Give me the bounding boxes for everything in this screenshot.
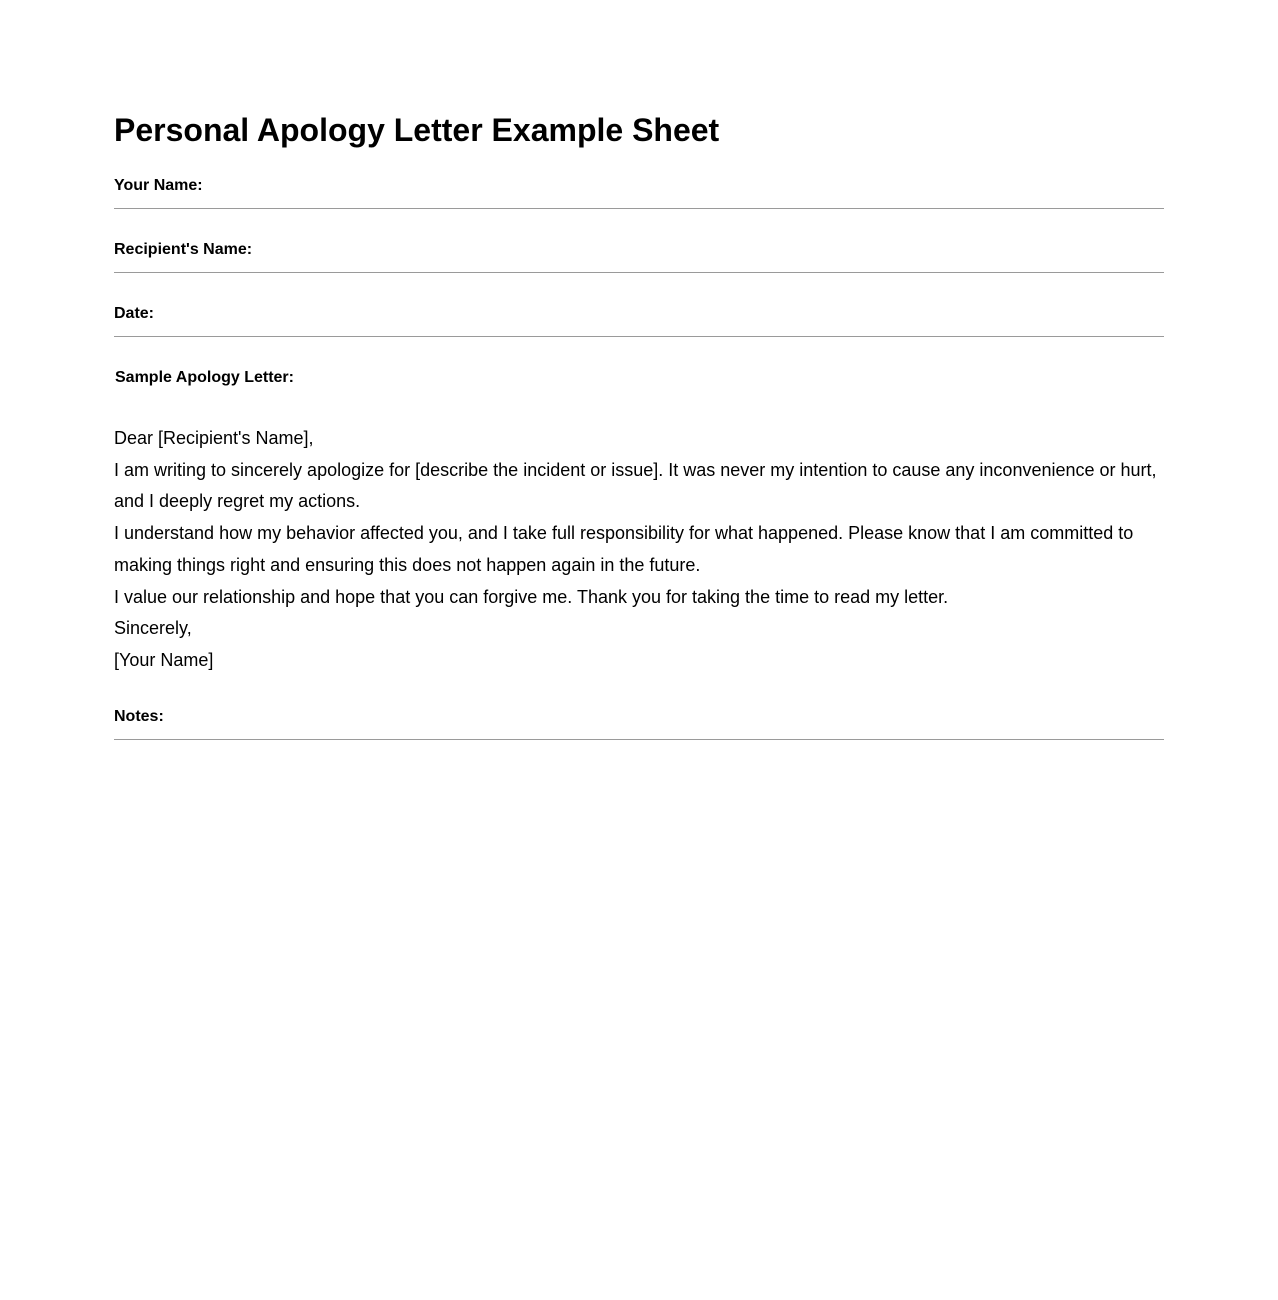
letter-paragraph-3: I value our relationship and hope that you can forgive me. Thank you for taking the time to read my letter. <box>114 586 949 607</box>
sample-letter-label: Sample Apology Letter: <box>115 369 294 386</box>
recipient-name-field[interactable] <box>114 240 1164 273</box>
letter-signature: [Your Name] <box>114 649 214 670</box>
notes-label: Notes: <box>114 708 164 725</box>
page-title: Personal Apology Letter Example Sheet <box>114 112 720 148</box>
letter-paragraph-1: I am writing to sincerely apologize for [describe the incident or issue]. It was never my intention to cause any inconvenience or hurt, and I deeply regret my actions. <box>114 459 1157 512</box>
your-name-label: Your Name: <box>114 177 203 194</box>
letter-closing: Sincerely, <box>114 618 192 639</box>
date-label: Date: <box>114 305 155 322</box>
letter-greeting: Dear [Recipient's Name], <box>114 428 314 448</box>
your-name-field[interactable] <box>114 176 1164 209</box>
date-field[interactable] <box>114 304 1164 337</box>
notes-field[interactable] <box>114 707 1164 740</box>
sample-letter-body <box>114 423 1164 677</box>
recipient-name-label: Recipient's Name: <box>114 241 253 258</box>
letter-paragraph-2: I understand how my behavior affected you, and I take full responsibility for what happened. Please know that I am committed to making things right and ensuring this does not happen again in the future. <box>114 523 1134 575</box>
